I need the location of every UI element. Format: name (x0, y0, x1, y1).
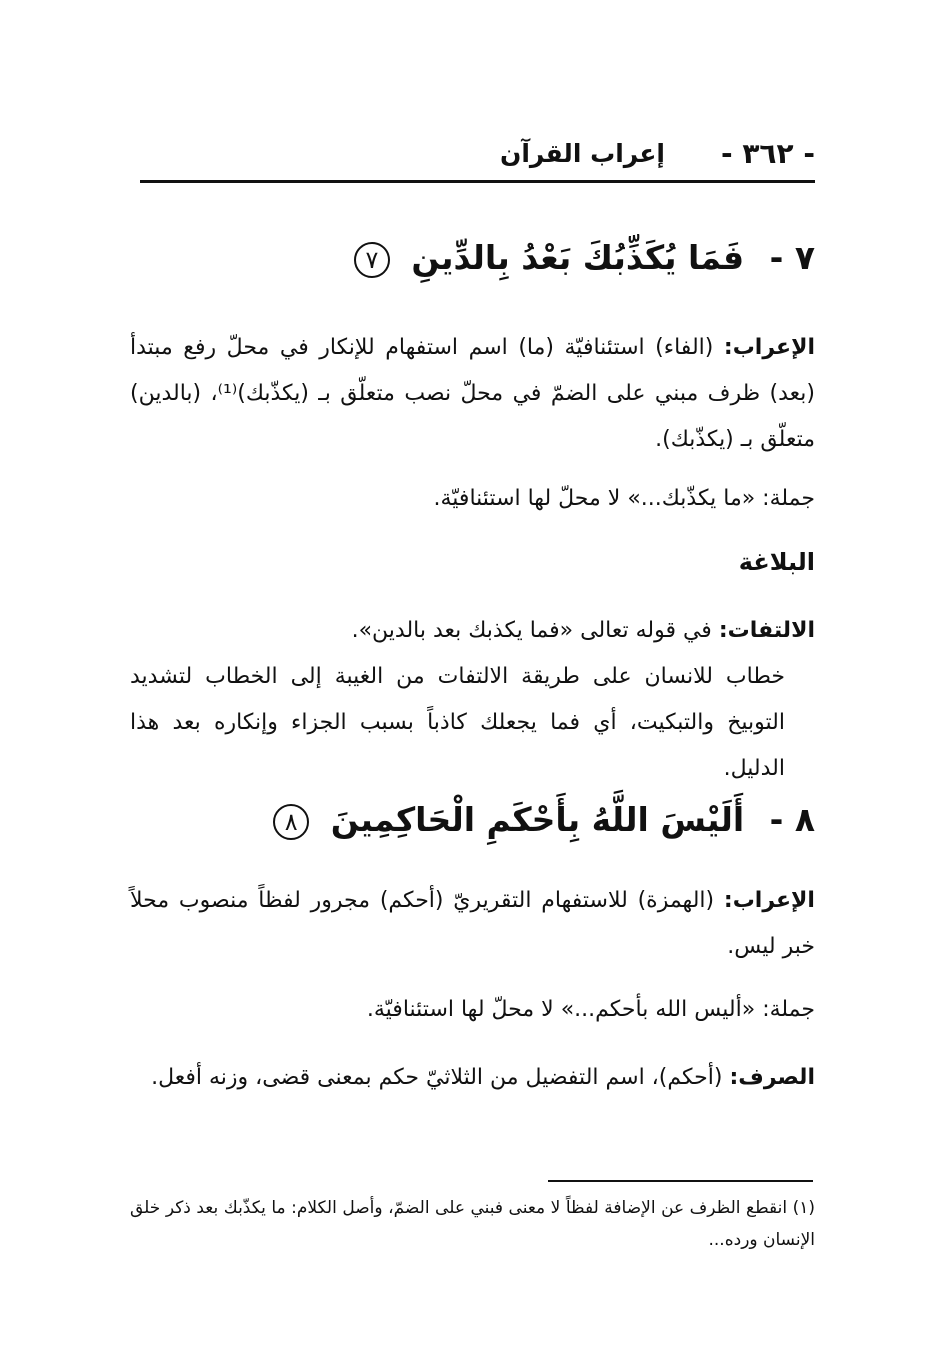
jumla-text: جملة: «ما يكذّبك...» لا محلّ لها استئنافيّة. (433, 486, 815, 511)
irab-text: (الفاء) استئنافيّة (ما) اسم استفهام للإنكار في محلّ رفع مبتدأ (بعد) ظرف مبني على الضمّ في محلّ نصب متعلّق بـ (يكذّبك)⁽¹⁾، (بالدين) متعلّق بـ (يكذّبك). (130, 335, 815, 452)
verse-text: أَلَيْسَ اللَّهُ بِأَحْكَمِ الْحَاكِمِينَ (330, 800, 745, 839)
page-number: - ٣٦٢ - (720, 137, 815, 170)
sarf-label: الصرف: (729, 1065, 815, 1090)
verse-7 (130, 238, 815, 278)
iltifat-line-1: في قوله تعالى «فما يكذبك بعد بالدين». (351, 618, 712, 643)
verse-text: فَمَا يُكَذِّبُكَ بَعْدُ بِالدِّينِ (411, 238, 745, 277)
irab-paragraph-7 (130, 325, 815, 463)
footnote (130, 1192, 815, 1256)
jumla-paragraph-7 (130, 476, 873, 522)
iltifat-label: الالتفات: (718, 618, 815, 643)
verse-number: ٨ - (769, 800, 815, 839)
footnote-text: (١) انقطع الظرف عن الإضافة لفظاً لا معنى فبني على الضمّ، وأصل الكلام: ما يكذّبك بعد ذكر خلق الإنسان ورده... (130, 1198, 815, 1250)
irab-paragraph-8 (130, 878, 815, 970)
footnote-rule (548, 1180, 813, 1182)
iltifat-paragraph (130, 608, 815, 792)
sarf-text: (أحكم)، اسم التفضيل من الثلاثيّ حكم بمعنى قضى، وزنه أفعل. (151, 1065, 723, 1090)
jumla-paragraph-8 (130, 987, 873, 1033)
running-title: إعراب القرآن (499, 139, 665, 168)
verse-number: ٧ - (769, 238, 815, 277)
verse-end-marker-icon: ٨ (273, 804, 309, 840)
verse-8 (130, 800, 815, 840)
balagha-heading: البلاغة (738, 548, 815, 576)
jumla-text: جملة: «أليس الله بأحكم...» لا محلّ لها استئنافيّة. (366, 997, 815, 1022)
verse-end-marker-icon: ٧ (354, 242, 390, 278)
irab-label: الإعراب: (723, 335, 815, 360)
irab-text: (الهمزة) للاستفهام التقريريّ (أحكم) مجرور لفظاً منصوب محلاً خبر ليس. (130, 888, 815, 959)
irab-label: الإعراب: (723, 888, 815, 913)
iltifat-line-2: خطاب للانسان على طريقة الالتفات من الغيبة إلى الخطاب لتشديد التوبيخ والتبكيت، أي فما يجعلك كاذباً بسبب الجزاء وإنكاره بعد هذا الدليل. (130, 664, 785, 781)
page-header (140, 135, 815, 179)
header-rule (140, 180, 815, 183)
sarf-paragraph (130, 1055, 815, 1101)
